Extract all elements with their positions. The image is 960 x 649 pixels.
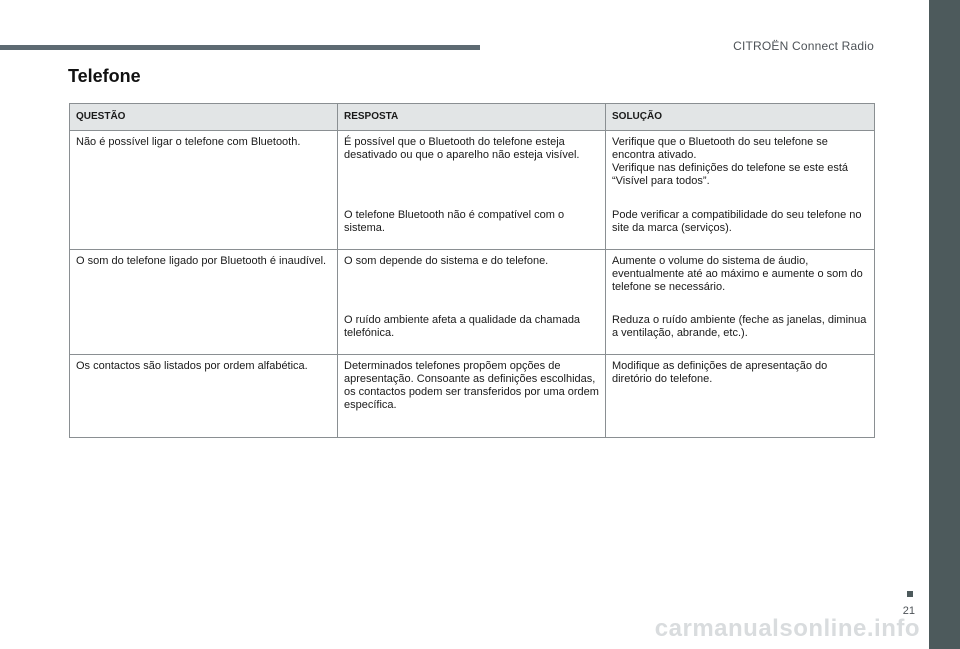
question-cell: O som do telefone ligado por Bluetooth é inaudível. [70, 250, 338, 355]
side-tab-bar [929, 0, 960, 649]
solution-cell: Aumente o volume do sistema de áudio, eventualmente até ao máximo e aumente o som do telefone se necessário. [606, 250, 875, 310]
brand-label: CITROËN Connect Radio [733, 39, 874, 53]
solution-cell [606, 131, 875, 205]
solution-cell: Pode verificar a compatibilidade do seu telefone no site da marca (serviços). [606, 204, 875, 250]
answer-cell [338, 131, 606, 205]
solution-cell: Reduza o ruído ambiente (feche as janelas, diminua a ventilação, abrande, etc.). [606, 309, 875, 355]
column-header-questao: QUESTÃO [70, 104, 338, 131]
answer-cell: O ruído ambiente afeta a qualidade da chamada telefónica. [338, 309, 606, 355]
section-title: Telefone [68, 66, 141, 86]
page-number: 21 [902, 605, 915, 617]
column-header-resposta: RESPOSTA [338, 104, 606, 131]
answer-cell: Determinados telefones propõem opções de apresentação. Consoante as definições escolhidas, os contactos podem ser transferidos por uma ordem específica. [338, 355, 606, 438]
solution-cell: Modifique as definições de apresentação do diretório do telefone. [606, 355, 875, 438]
answer-text: É possível que o Bluetooth do telefone esteja desativado ou que o aparelho não esteja visível. [344, 136, 580, 161]
table-row [70, 355, 875, 438]
table-header-row [70, 104, 875, 131]
answer-cell: O telefone Bluetooth não é compatível com o sistema. [338, 204, 606, 250]
header-rule [0, 45, 480, 50]
question-cell: Os contactos são listados por ordem alfabética. [70, 355, 338, 438]
watermark: carmanualsonline.info [654, 615, 920, 642]
answer-cell: O som depende do sistema e do telefone. [338, 250, 606, 310]
table-row [70, 131, 875, 205]
page-marker-icon [907, 591, 913, 597]
solution-text: Verifique que o Bluetooth do seu telefone se encontra ativado. Verifique nas definições do telefone se este está “Visível para todos”. [612, 136, 849, 187]
question-cell: Não é possível ligar o telefone com Bluetooth. [70, 131, 338, 250]
troubleshooting-table [69, 103, 875, 438]
column-header-solucao: SOLUÇÃO [606, 104, 875, 131]
table-row [70, 250, 875, 310]
